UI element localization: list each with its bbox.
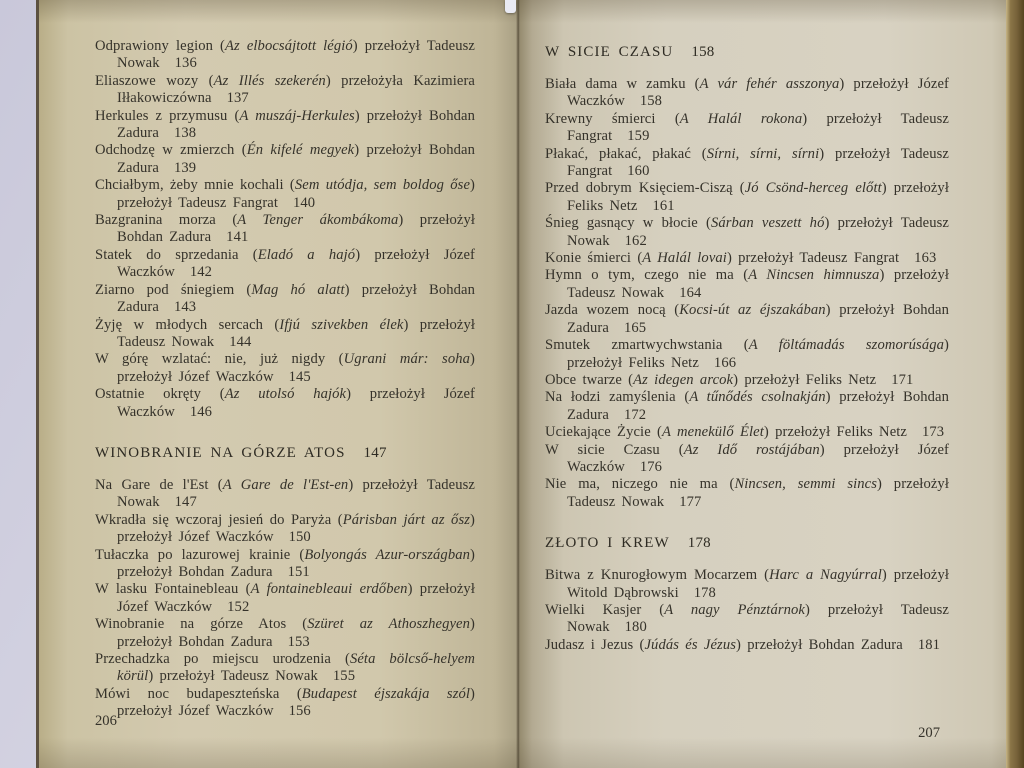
right-page	[520, 0, 1006, 768]
entry-translator: ) przełożył Tadeusz Nowak	[567, 476, 949, 510]
entry-original-title: Ugrani már: soha	[343, 351, 471, 368]
entry-original-title: A fontainebleaui erdőben	[250, 581, 408, 598]
entry-page-number: 138	[173, 125, 197, 142]
toc-entry	[545, 337, 949, 372]
entry-original-title: Harc a Nagyúrral	[769, 567, 882, 584]
toc-entry	[95, 581, 475, 616]
toc-entry	[95, 212, 475, 247]
toc-entry	[545, 424, 949, 441]
entry-page-number: 145	[288, 368, 311, 385]
entry-translator: ) przełożył Tadeusz Fangrat	[117, 177, 475, 211]
entry-title: Odprawiony legion (	[95, 38, 226, 54]
entry-title: Statek do sprzedania (	[95, 246, 258, 263]
book-cover-edge	[1006, 0, 1024, 768]
entry-translator: ) przełożył Bohdan Zadura	[117, 281, 475, 316]
entry-original-title: Mag hó alatt	[251, 281, 345, 298]
entry-original-title: A Halál lovai	[642, 250, 727, 267]
entry-page-number: 139	[173, 159, 197, 176]
entry-title: Śnieg gasnący w błocie (	[545, 215, 711, 232]
entry-page-number: 147	[174, 494, 197, 511]
entry-original-title: Kocsi-út az éjszakában	[679, 302, 826, 319]
entry-title: Bitwa z Knurogłowym Mocarzem (	[545, 567, 770, 584]
entry-translator: ) przełożył Józef Waczków	[117, 386, 475, 420]
entry-page-number: 155	[332, 668, 356, 685]
entry-translator: ) przełożył Tadeusz Nowak	[567, 215, 950, 249]
entry-title: Przechadzka po miejscu urodzenia (	[95, 651, 350, 667]
toc-entry	[545, 111, 949, 146]
entry-translator: ) przełożył Józef Waczków	[117, 511, 475, 546]
toc-entry	[95, 282, 475, 317]
toc-entry	[95, 686, 475, 721]
entry-original-title: Én kifelé megyek	[246, 142, 355, 159]
toc-entry	[545, 389, 949, 424]
entry-page-number: 173	[922, 424, 945, 441]
entry-translator: ) przełożył Józef Waczków	[567, 76, 949, 110]
entry-title: Krewny śmierci (	[545, 110, 680, 127]
entry-page-number: 177	[679, 493, 702, 510]
entry-original-title: Nincsen, semmi sincs	[734, 476, 878, 493]
toc-section	[95, 445, 475, 721]
entry-original-title: A menekülő Élet	[662, 424, 764, 441]
entry-title: Winobranie na górze Atos (	[95, 616, 308, 633]
entry-translator: ) przełożył Bohdan Zadura	[567, 389, 949, 423]
entry-original-title: A Gare de l'Est-en	[222, 476, 349, 493]
toc-entry	[95, 547, 475, 582]
toc-entry	[545, 567, 949, 602]
entry-page-number: 162	[624, 232, 647, 249]
entry-translator: ) przełożył Józef Waczków	[117, 581, 475, 615]
section-heading	[545, 535, 949, 552]
entry-original-title: Sírni, sírni, sírni	[706, 145, 820, 162]
entry-page-number: 161	[652, 197, 675, 214]
entry-title: Bazgranina morza (	[95, 212, 238, 229]
entry-title: Tułaczka po lazurowej krainie (	[95, 546, 305, 563]
section-heading	[545, 44, 949, 61]
entry-translator: ) przełożył Feliks Netz	[567, 180, 949, 214]
entry-translator: ) przełożył Tadeusz Nowak	[117, 38, 475, 72]
entry-page-number: 181	[917, 636, 941, 653]
section-page-number: 147	[363, 444, 387, 461]
entry-original-title: A Tenger ákombákoma	[237, 212, 399, 229]
entry-page-number: 137	[226, 90, 249, 107]
entry-translator: ) przełożył Józef Waczków	[567, 441, 949, 475]
entry-page-number: 160	[627, 163, 650, 180]
entry-page-number: 142	[189, 264, 213, 281]
entry-title: Odchodzę w zmierzch (	[95, 142, 247, 159]
entry-page-number: 150	[288, 529, 311, 546]
entry-title: Obce twarze (	[545, 371, 634, 388]
entry-original-title: A Nincsen himnusza	[748, 267, 880, 284]
left-page-number: 206	[95, 713, 117, 729]
section-heading-text: W SICIE CZASU	[545, 44, 674, 60]
toc-entry	[545, 602, 949, 637]
entry-translator: ) przełożył Tadeusz Fangrat	[726, 250, 900, 267]
entry-page-number: 140	[293, 194, 316, 211]
entry-title: Biała dama w zamku (	[545, 76, 700, 92]
entry-translator: ) przełożył Tadeusz Nowak	[567, 267, 950, 301]
left-page	[36, 0, 523, 768]
entry-title: W sicie Czasu (	[545, 441, 684, 458]
entry-translator: ) przełożył Bohdan Zadura	[117, 212, 476, 246]
entry-title: W górę wzlatać: nie, już nigdy (	[95, 351, 344, 368]
entry-original-title: Az idegen arcok	[633, 371, 734, 388]
left-page-toc	[95, 38, 475, 721]
toc-section	[95, 38, 475, 421]
toc-entry	[545, 180, 949, 215]
entry-title: Smutek zmartwychwstania (	[545, 337, 749, 354]
toc-section	[545, 44, 949, 511]
toc-entry	[95, 651, 475, 686]
section-heading-text: WINOBRANIE NA GÓRZE ATOS	[95, 444, 346, 461]
entry-original-title: Budapest éjszakája szól	[301, 685, 471, 702]
toc-entry	[545, 372, 949, 389]
entry-original-title: Az Idő rostájában	[683, 441, 820, 458]
toc-entry	[95, 317, 475, 352]
entry-title: Przed dobrym Księciem-Ciszą (	[545, 180, 745, 197]
entry-translator: ) przełożył Bohdan Zadura	[567, 302, 949, 336]
toc-entry	[95, 616, 475, 651]
entry-page-number: 153	[287, 633, 310, 650]
entry-original-title: Júdás és Jézus	[644, 636, 736, 653]
entry-page-number: 171	[891, 371, 914, 388]
entry-title: Ostatnie okręty (	[95, 386, 225, 403]
entry-original-title: Ifjú szivekben élek	[279, 316, 404, 333]
entry-translator: ) przełożył Bohdan Zadura	[117, 546, 475, 580]
entry-original-title: A vár fehér asszonya	[699, 76, 840, 92]
entry-page-number: 165	[623, 319, 647, 336]
entry-page-number: 136	[174, 55, 197, 72]
entry-page-number: 146	[189, 403, 213, 420]
toc-entry	[545, 442, 949, 477]
toc-entry	[95, 386, 475, 421]
entry-title: W lasku Fontainebleau (	[95, 581, 251, 598]
entry-translator: ) przełożył Bohdan Zadura	[117, 142, 476, 176]
section-heading	[95, 445, 475, 462]
entry-title: Ziarno pod śniegiem (	[95, 281, 252, 298]
section-heading-text: ZŁOTO I KREW	[545, 535, 670, 552]
entry-page-number: 143	[173, 299, 197, 316]
entry-translator: ) przełożył Feliks Netz	[763, 424, 907, 441]
entry-translator: ) przełożył Tadeusz Fangrat	[567, 110, 949, 145]
entry-page-number: 151	[287, 563, 310, 580]
entry-original-title: Szüret az Athoszhegyen	[307, 616, 471, 633]
entry-original-title: A tűnődés csolnakján	[689, 389, 826, 406]
entry-original-title: Az Illés szekerén	[213, 72, 326, 89]
entry-original-title: Az elbocsájtott légió	[225, 38, 353, 54]
entry-title: Nie ma, niczego nie ma (	[545, 476, 735, 493]
entry-page-number: 180	[624, 619, 647, 636]
bookmark-ribbon	[505, 0, 516, 13]
entry-translator: ) przełożył Józef Waczków	[117, 685, 476, 720]
toc-entry	[95, 108, 475, 143]
entry-translator: ) przełożył Witold Dąbrowski	[567, 567, 949, 601]
entry-page-number: 141	[226, 229, 249, 246]
entry-page-number: 176	[639, 458, 663, 475]
entry-translator: ) przełożył Bohdan Zadura	[736, 636, 903, 653]
toc-entry	[95, 38, 475, 73]
entry-original-title: A nagy Pénztárnok	[664, 601, 805, 618]
entry-original-title: A Halál rokona	[679, 110, 803, 127]
entry-page-number: 172	[623, 406, 647, 423]
entry-title: Jazda wozem nocą (	[545, 302, 680, 319]
entry-title: Eliaszowe wozy (	[95, 72, 214, 89]
toc-entry	[95, 73, 475, 108]
section-page-number: 178	[687, 535, 711, 552]
entry-title: Płakać, płakać, płakać (	[545, 145, 707, 162]
entry-page-number: 158	[639, 93, 663, 110]
toc-entry	[545, 146, 949, 181]
entry-title: Uciekające Życie (	[545, 424, 662, 441]
entry-title: Konie śmierci (	[545, 250, 643, 267]
toc-entry	[545, 215, 949, 250]
entry-translator: ) przełożył Bohdan Zadura	[117, 616, 475, 650]
entry-page-number: 163	[914, 250, 937, 267]
right-page-toc	[545, 44, 949, 654]
entry-title: Chciałbym, żeby mnie kochali (	[95, 177, 295, 194]
toc-entry	[95, 177, 475, 212]
entry-title: Żyję w młodych sercach (	[95, 316, 280, 333]
toc-entry	[545, 302, 949, 337]
entry-original-title: Sárban veszett hó	[710, 215, 825, 232]
entry-page-number: 166	[713, 354, 737, 371]
entry-original-title: Jó Csönd-herceg előtt	[744, 180, 882, 197]
entry-title: Mówi noc budapeszteńska (	[95, 685, 302, 702]
entry-title: Wielki Kasjer (	[545, 601, 665, 618]
entry-translator: ) przełożył Feliks Netz	[733, 371, 877, 388]
toc-entry	[95, 351, 475, 386]
entry-translator: ) przełożył Tadeusz Nowak	[117, 316, 475, 350]
entry-page-number: 152	[227, 598, 250, 615]
entry-translator: ) przełożył Tadeusz Nowak	[148, 668, 318, 685]
entry-original-title: Az utolsó hajók	[224, 386, 347, 403]
entry-title: Na łodzi zamyślenia (	[545, 389, 690, 406]
toc-entry	[545, 637, 949, 654]
entry-original-title: Séta bölcső-helyem körül	[117, 651, 476, 685]
entry-title: Na Gare de l'Est (	[95, 476, 223, 493]
toc-entry	[545, 476, 949, 511]
entry-translator: ) przełożył Tadeusz Fangrat	[567, 145, 949, 180]
entry-page-number: 144	[229, 333, 252, 350]
entry-page-number: 156	[288, 703, 311, 720]
entry-page-number: 159	[627, 128, 650, 145]
entry-original-title: Párisban járt az ősz	[342, 511, 471, 528]
entry-original-title: A muszáj-Herkules	[239, 107, 355, 124]
toc-entry	[95, 142, 475, 177]
entry-title: Herkules z przymusu (	[95, 107, 240, 124]
entry-translator: ) przełożył Tadeusz Nowak	[567, 601, 949, 636]
entry-original-title: Bolyongás Azur-országban	[304, 546, 471, 563]
entry-original-title: Eladó a hajó	[257, 246, 356, 263]
toc-entry	[545, 267, 949, 302]
section-page-number: 158	[691, 44, 715, 60]
entry-translator: ) przełożyła Kazimiera Iłłakowiczówna	[117, 72, 475, 107]
entry-original-title: Sem utódja, sem boldog őse	[294, 177, 471, 194]
toc-entry	[95, 477, 475, 512]
entry-translator: ) przełożył Józef Waczków	[117, 351, 475, 385]
entry-translator: ) przełożył Józef Waczków	[117, 246, 475, 281]
entry-page-number: 164	[679, 284, 702, 301]
toc-entry	[95, 247, 475, 282]
toc-entry	[545, 250, 949, 267]
entry-original-title: A föltámadás szomorúsága	[748, 337, 945, 354]
right-page-number: 207	[918, 725, 940, 741]
entry-translator: ) przełożył Bohdan Zadura	[117, 107, 475, 142]
toc-entry	[95, 512, 475, 547]
entry-page-number: 178	[693, 584, 716, 601]
entry-translator: ) przełożył Feliks Netz	[567, 337, 949, 371]
entry-translator: ) przełożył Tadeusz Nowak	[117, 476, 475, 511]
toc-section	[545, 535, 949, 654]
entry-title: Judasz i Jezus (	[545, 636, 645, 653]
book-gutter	[516, 0, 520, 768]
entry-title: Wkradła się wczoraj jesień do Paryża (	[95, 511, 343, 528]
toc-entry	[545, 76, 949, 111]
entry-title: Hymn o tym, czego nie ma (	[545, 267, 749, 284]
